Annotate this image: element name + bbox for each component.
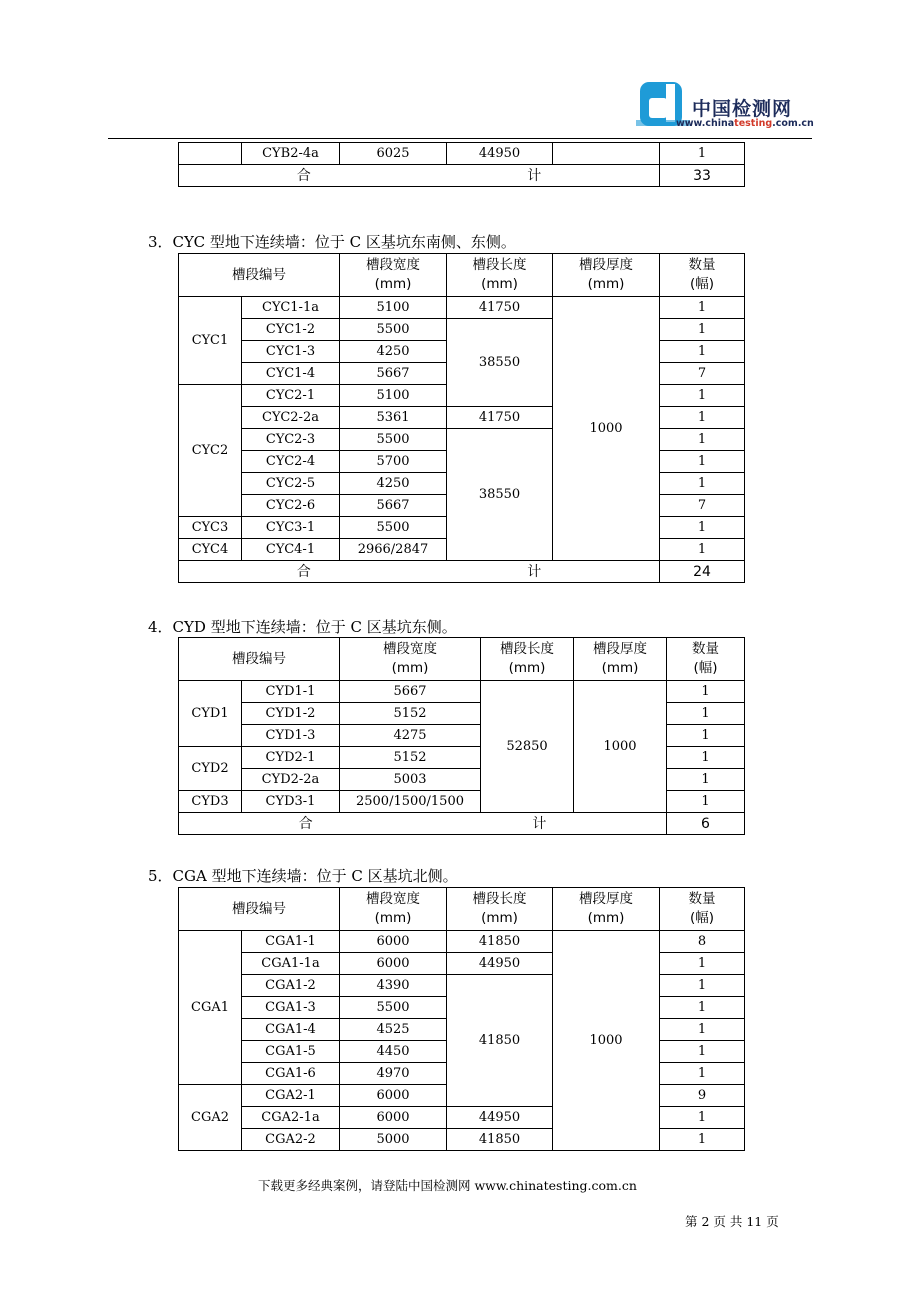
segment-width: 4275 [340, 725, 481, 747]
segment-width: 2500/1500/1500 [340, 791, 481, 813]
segment-width: 5500 [340, 997, 447, 1019]
segment-count: 1 [660, 341, 745, 363]
segment-id: CGA1-1a [242, 953, 340, 975]
segment-count: 1 [660, 143, 745, 165]
table-row [179, 1107, 745, 1129]
segment-id: CYC4-1 [242, 539, 340, 561]
table-row [179, 407, 745, 429]
segment-width: 5100 [340, 297, 447, 319]
header-segment-id: 槽段编号 [179, 254, 340, 297]
segment-count: 7 [660, 363, 745, 385]
header-segment-id: 槽段编号 [179, 888, 340, 931]
total-value: 6 [667, 813, 745, 835]
group-cell [179, 143, 242, 165]
group-cell: CYD1 [179, 681, 242, 747]
section-3-title: 3．CYC 型地下连续墙：位于 C 区基坑东南侧、东侧。 [148, 233, 516, 251]
segment-length: 44950 [447, 953, 553, 975]
segment-length: 38550 [447, 319, 553, 407]
header-rule [108, 138, 812, 139]
segment-width: 6000 [340, 953, 447, 975]
segment-width: 5003 [340, 769, 481, 791]
segment-count: 1 [660, 473, 745, 495]
table-row [179, 143, 745, 165]
segment-width: 5152 [340, 747, 481, 769]
segment-id: CYD2-1 [242, 747, 340, 769]
header-segment-id: 槽段编号 [179, 638, 340, 681]
segment-id: CYD2-2a [242, 769, 340, 791]
total-label: 合 计 [179, 813, 667, 835]
segment-id: CGA1-4 [242, 1019, 340, 1041]
total-label: 合 计 [179, 165, 660, 187]
segment-count: 1 [660, 953, 745, 975]
cga-table [178, 887, 745, 1151]
table-header [179, 254, 745, 297]
segment-count: 1 [660, 1019, 745, 1041]
header-count: 数量 (幅) [660, 254, 745, 297]
segment-count: 1 [660, 407, 745, 429]
segment-length: 44950 [447, 1107, 553, 1129]
section-4-title: 4．CYD 型地下连续墙：位于 C 区基坑东侧。 [148, 618, 457, 636]
segment-width: 6000 [340, 931, 447, 953]
logo-name: 中国检测网 [692, 98, 793, 120]
segment-width: 5361 [340, 407, 447, 429]
group-cell: CYC1 [179, 297, 242, 385]
segment-count: 8 [660, 931, 745, 953]
segment-id: CYC1-4 [242, 363, 340, 385]
segment-count: 1 [660, 539, 745, 561]
segment-id: CYD1-3 [242, 725, 340, 747]
segment-length: 52850 [481, 681, 574, 813]
cyb-table-tail [178, 142, 745, 187]
segment-count: 1 [660, 1041, 745, 1063]
group-cell: CYD3 [179, 791, 242, 813]
segment-count: 9 [660, 1085, 745, 1107]
segment-count: 1 [660, 319, 745, 341]
header-count: 数量 (幅) [667, 638, 745, 681]
segment-id: CGA1-5 [242, 1041, 340, 1063]
group-cell: CYD2 [179, 747, 242, 791]
segment-width: 4525 [340, 1019, 447, 1041]
header-width: 槽段宽度 (mm) [340, 254, 447, 297]
segment-thickness: 1000 [553, 931, 660, 1151]
segment-count: 1 [660, 385, 745, 407]
total-row [179, 165, 745, 187]
segment-count: 1 [667, 747, 745, 769]
segment-count: 1 [660, 997, 745, 1019]
segment-id: CYC2-6 [242, 495, 340, 517]
header-thickness: 槽段厚度 (mm) [553, 254, 660, 297]
segment-width: 5667 [340, 363, 447, 385]
segment-width: 5667 [340, 681, 481, 703]
segment-length: 41850 [447, 1129, 553, 1151]
segment-thickness: 1000 [553, 297, 660, 561]
segment-width: 4250 [340, 341, 447, 363]
segment-width: 5152 [340, 703, 481, 725]
segment-id: CYC2-1 [242, 385, 340, 407]
segment-width: 4390 [340, 975, 447, 997]
table-row [179, 319, 745, 341]
segment-id: CGA2-2 [242, 1129, 340, 1151]
segment-length: 44950 [447, 143, 553, 165]
site-logo[interactable] [636, 80, 816, 132]
segment-id: CYC2-3 [242, 429, 340, 451]
segment-width: 4250 [340, 473, 447, 495]
cyc-table [178, 253, 745, 583]
segment-id: CYD1-2 [242, 703, 340, 725]
segment-id: CGA1-3 [242, 997, 340, 1019]
segment-count: 7 [660, 495, 745, 517]
segment-count: 1 [667, 769, 745, 791]
table-row [179, 297, 745, 319]
segment-id: CGA1-6 [242, 1063, 340, 1085]
table-header [179, 638, 745, 681]
header-thickness: 槽段厚度 (mm) [574, 638, 667, 681]
segment-id: CYC3-1 [242, 517, 340, 539]
segment-width: 2966/2847 [340, 539, 447, 561]
segment-count: 1 [660, 429, 745, 451]
segment-id: CYC1-1a [242, 297, 340, 319]
group-cell: CYC4 [179, 539, 242, 561]
segment-id: CYC2-5 [242, 473, 340, 495]
segment-count: 1 [660, 1107, 745, 1129]
logo-url: www.chinatesting.com.cn [676, 118, 814, 129]
cyd-table [178, 637, 745, 835]
section-5-title: 5．CGA 型地下连续墙：位于 C 区基坑北侧。 [148, 867, 458, 885]
footer-note[interactable]: 下载更多经典案例，请登陆中国检测网 www.chinatesting.com.cn [258, 1178, 637, 1193]
header-count: 数量 (幅) [660, 888, 745, 931]
header-length: 槽段长度 (mm) [447, 254, 553, 297]
table-row [179, 953, 745, 975]
segment-count: 1 [660, 1063, 745, 1085]
segment-width: 5100 [340, 385, 447, 407]
segment-id: CYC2-2a [242, 407, 340, 429]
header-length: 槽段长度 (mm) [447, 888, 553, 931]
segment-id: CYC1-3 [242, 341, 340, 363]
segment-length: 41850 [447, 975, 553, 1107]
segment-width: 5700 [340, 451, 447, 473]
header-length: 槽段长度 (mm) [481, 638, 574, 681]
table-row [179, 975, 745, 997]
segment-count: 1 [660, 517, 745, 539]
segment-id: CYC2-4 [242, 451, 340, 473]
group-cell: CGA1 [179, 931, 242, 1085]
segment-id: CGA1-1 [242, 931, 340, 953]
segment-length: 41850 [447, 931, 553, 953]
segment-width: 6000 [340, 1085, 447, 1107]
total-label: 合 计 [179, 561, 660, 583]
segment-length: 41750 [447, 297, 553, 319]
segment-count: 1 [667, 791, 745, 813]
segment-id: CYC1-2 [242, 319, 340, 341]
header-width: 槽段宽度 (mm) [340, 888, 447, 931]
segment-count: 1 [660, 975, 745, 997]
segment-thickness [553, 143, 660, 165]
segment-id: CYB2-4a [242, 143, 340, 165]
segment-width: 6000 [340, 1107, 447, 1129]
segment-width: 5500 [340, 319, 447, 341]
total-row [179, 813, 745, 835]
header-thickness: 槽段厚度 (mm) [553, 888, 660, 931]
group-cell: CGA2 [179, 1085, 242, 1151]
segment-width: 6025 [340, 143, 447, 165]
segment-id: CGA2-1 [242, 1085, 340, 1107]
segment-count: 1 [660, 451, 745, 473]
table-row [179, 681, 745, 703]
segment-length: 41750 [447, 407, 553, 429]
segment-count: 1 [667, 681, 745, 703]
segment-length: 38550 [447, 429, 553, 561]
segment-width: 5500 [340, 517, 447, 539]
header-width: 槽段宽度 (mm) [340, 638, 481, 681]
page-number: 第 2 页 共 11 页 [685, 1214, 779, 1229]
total-value: 33 [660, 165, 745, 187]
group-cell: CYC2 [179, 385, 242, 517]
table-row [179, 429, 745, 451]
segment-width: 5500 [340, 429, 447, 451]
table-row [179, 931, 745, 953]
segment-id: CYD1-1 [242, 681, 340, 703]
total-row [179, 561, 745, 583]
segment-id: CYD3-1 [242, 791, 340, 813]
segment-width: 4450 [340, 1041, 447, 1063]
segment-count: 1 [667, 725, 745, 747]
table-row [179, 1129, 745, 1151]
segment-id: CGA2-1a [242, 1107, 340, 1129]
total-value: 24 [660, 561, 745, 583]
segment-width: 4970 [340, 1063, 447, 1085]
segment-id: CGA1-2 [242, 975, 340, 997]
segment-count: 1 [660, 1129, 745, 1151]
segment-width: 5667 [340, 495, 447, 517]
segment-count: 1 [667, 703, 745, 725]
group-cell: CYC3 [179, 517, 242, 539]
segment-thickness: 1000 [574, 681, 667, 813]
segment-count: 1 [660, 297, 745, 319]
table-header [179, 888, 745, 931]
segment-width: 5000 [340, 1129, 447, 1151]
